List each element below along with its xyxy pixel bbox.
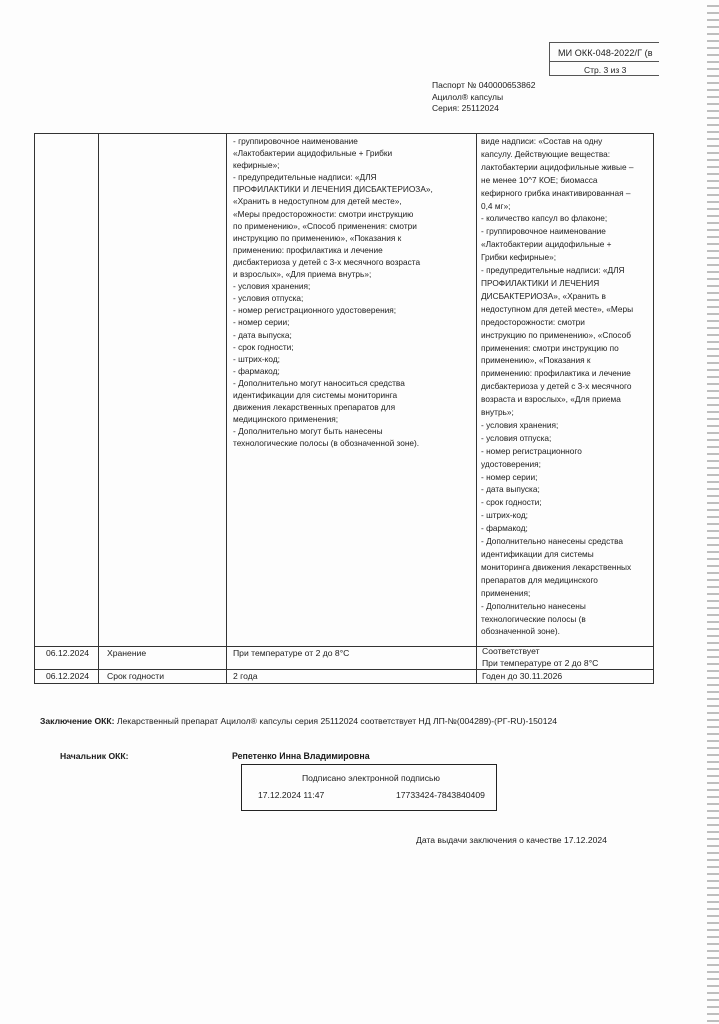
requirement-line: - номер регистрационного удостоверения; (233, 305, 397, 316)
result-line: дисбактериоза у детей с 3-х месячного (481, 381, 632, 392)
requirement-line: - Дополнительно могут быть нанесены (233, 426, 383, 437)
result-line: - группировочное наименование (481, 226, 606, 237)
result-line: предосторожности: смотри (481, 316, 585, 327)
result-line: 0,4 мг»; (481, 200, 511, 211)
result-line: - условия хранения; (481, 419, 559, 430)
shelf-life-indicator: Срок годности (107, 671, 165, 681)
product-name: Ацилол® капсулы (432, 91, 504, 102)
issue-date: Дата выдачи заключения о качестве 17.12.2024 (416, 835, 607, 845)
requirement-line: и взрослых», «Для приема внутрь»; (233, 269, 372, 280)
document-code: МИ ОКК-048-2022/Г (в (558, 48, 653, 58)
requirement-line: - номер серии; (233, 317, 290, 328)
requirement-line: - условия хранения; (233, 281, 311, 292)
passport-number: Паспорт № 040000653862 (432, 80, 536, 90)
requirement-line: - штрих-код; (233, 353, 280, 364)
shelf-life-result: Годен до 30.11.2026 (482, 671, 563, 681)
result-line: - штрих-код; (481, 510, 528, 521)
requirement-line: по применению», «Способ применения: смотри (233, 220, 417, 231)
signature-title: Подписано электронной подписью (302, 773, 440, 783)
packaging-result-cell (481, 135, 634, 638)
result-line: препаратов для медицинского (481, 574, 598, 585)
requirement-line: инструкцию по применению», «Показания к (233, 232, 402, 243)
requirement-line: движения лекарственных препаратов для (233, 402, 396, 413)
requirement-line: дисбактериоза у детей с 3-х месячного возраста (233, 256, 421, 267)
result-line: - Дополнительно нанесены (481, 600, 586, 611)
shelf-life-date: 06.12.2024 (46, 671, 90, 681)
requirement-line: - Дополнительно могут наноситься средства (233, 377, 405, 388)
packaging-requirement-cell (233, 135, 433, 449)
result-line: внутрь»; (481, 407, 514, 418)
result-line: не менее 10^7 КОЕ; биомасса (481, 174, 598, 185)
scan-edge-artifact (707, 0, 719, 1024)
result-line: - номер регистрационного (481, 445, 582, 456)
table-col-border (476, 133, 477, 684)
result-line: лактобактерии ацидофильные живые – (481, 161, 634, 172)
result-line: применения: смотри инструкцию по (481, 342, 619, 353)
conclusion-text: Лекарственный препарат Ацилол® капсулы серия 25112024 соответствует НД ЛП-№(004289)-(РГ-RU)-150124 (116, 716, 558, 726)
requirement-line: технологические полосы (в обозначенной зоне). (233, 438, 420, 449)
requirement-line: - условия отпуска; (233, 293, 304, 304)
table-row-divider (34, 669, 654, 670)
result-line: - дата выпуска; (481, 484, 540, 495)
result-line: - условия отпуска; (481, 432, 552, 443)
result-line: Грибки кефирные»; (481, 252, 557, 263)
result-line: возраста и взрослых», «Для приема (481, 394, 621, 405)
head-name: Репетенко Инна Владимировна (232, 751, 370, 761)
result-line: - предупредительные надписи: «ДЛЯ (481, 265, 625, 276)
result-line: - количество капсул во флаконе; (481, 213, 608, 224)
result-line: применению», «Показания к (481, 355, 591, 366)
requirement-line: - дата выпуска; (233, 329, 292, 340)
result-line: инструкцию по применению», «Способ (481, 329, 632, 340)
result-line: виде надписи: «Состав на одну (481, 136, 603, 146)
result-line: технологические полосы (в (481, 613, 586, 624)
requirement-line: - срок годности; (233, 341, 294, 352)
result-line: - фармакод; (481, 523, 528, 534)
table-row-divider (34, 646, 654, 647)
table-col-border (653, 133, 654, 684)
result-line: кефирного грибка инактивированная – (481, 187, 631, 198)
code-box-divider (550, 61, 659, 62)
requirement-line: - фармакод; (233, 365, 280, 376)
result-line: «Лактобактерии ацидофильные + (481, 239, 612, 250)
storage-indicator: Хранение (107, 648, 147, 658)
requirement-line: применению: профилактика и лечение (233, 244, 383, 255)
requirement-line: - группировочное наименование (233, 136, 358, 146)
table-top-border (34, 133, 654, 134)
requirement-line: кефирные»; (233, 160, 280, 171)
result-line: применению: профилактика и лечение (481, 368, 631, 379)
series-number: Серия: 25112024 (432, 103, 499, 114)
result-line: недоступном для детей месте», «Меры (481, 303, 634, 314)
signature-certificate-id: 17733424-7843840409 (396, 790, 485, 800)
result-line: идентификации для системы (481, 549, 594, 559)
conclusion-line (40, 716, 557, 726)
table-bottom-border (34, 683, 654, 684)
result-line: обозначенной зоне). (481, 626, 560, 637)
result-line: мониторинга движения лекарственных (481, 561, 632, 572)
table-col-border (98, 133, 99, 684)
page-number: Стр. 3 из 3 (584, 65, 627, 75)
table-col-border (226, 133, 227, 684)
result-line: капсулу. Действующие вещества: (481, 148, 611, 159)
result-line: - Дополнительно нанесены средства (481, 536, 624, 547)
storage-result-value: При температуре от 2 до 8°С (482, 658, 599, 668)
shelf-life-requirement: 2 года (233, 671, 258, 681)
result-line: - срок годности; (481, 497, 542, 508)
storage-date: 06.12.2024 (46, 648, 90, 658)
passport-block (432, 80, 535, 115)
requirement-line: - предупредительные надписи: «ДЛЯ (233, 172, 377, 183)
storage-result-status: Соответствует (482, 646, 540, 656)
head-label: Начальник ОКК: (60, 751, 129, 761)
result-line: применения; (481, 587, 531, 598)
requirement-line: идентификации для системы мониторинга (233, 389, 398, 400)
result-line: - номер серии; (481, 471, 538, 482)
requirement-line: «Лактобактерии ацидофильные + Грибки (233, 148, 393, 159)
requirement-line: «Меры предосторожности: смотри инструкцию (233, 208, 414, 219)
signature-datetime: 17.12.2024 11:47 (258, 790, 325, 800)
result-line: ПРОФИЛАКТИКИ И ЛЕЧЕНИЯ (481, 277, 600, 288)
conclusion-label: Заключение ОКК: (40, 716, 115, 726)
requirement-line: медицинского применения; (233, 414, 339, 425)
requirement-line: ПРОФИЛАКТИКИ И ЛЕЧЕНИЯ ДИСБАКТЕРИОЗА», (233, 184, 433, 195)
document-code-box (549, 42, 659, 76)
requirement-line: «Хранить в недоступном для детей месте», (233, 196, 402, 207)
storage-requirement: При температуре от 2 до 8°С (233, 648, 350, 658)
result-line: ДИСБАКТЕРИОЗА», «Хранить в (481, 290, 606, 301)
electronic-signature-box (241, 764, 497, 811)
table-col-border (34, 133, 35, 684)
result-line: удостоверения; (481, 458, 541, 469)
